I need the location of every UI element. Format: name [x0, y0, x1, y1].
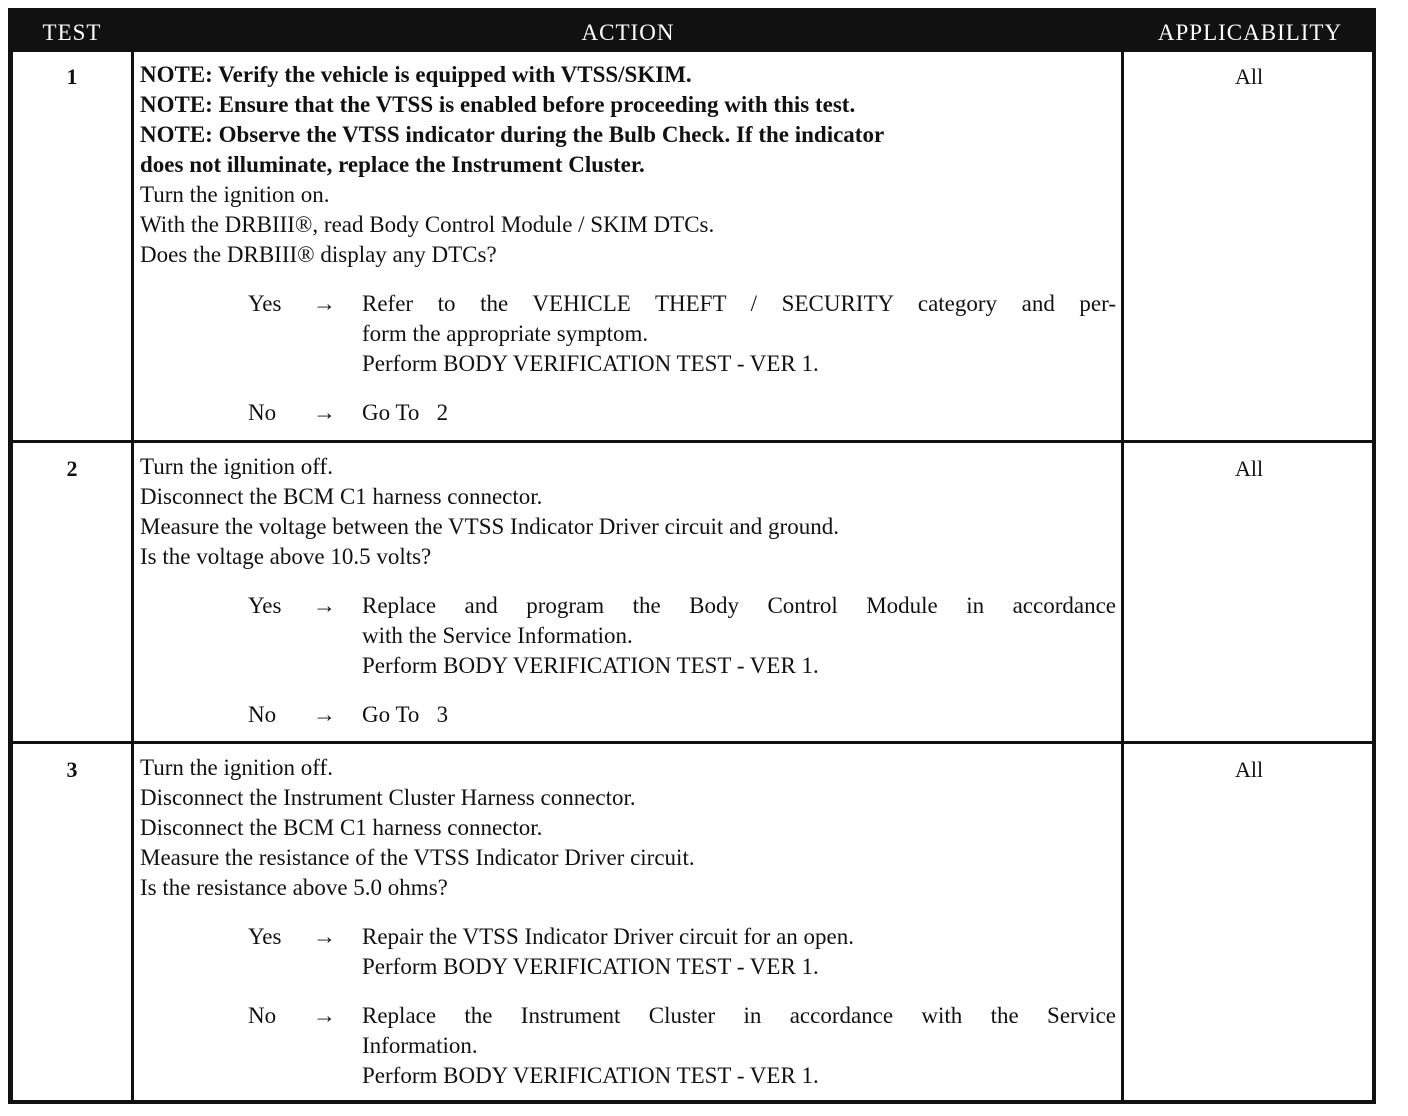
step-line: With the DRBIII®, read Body Control Module / SKIM DTCs.: [140, 212, 715, 237]
header-action: ACTION: [581, 20, 675, 45]
response-line: Go To 2: [362, 400, 449, 425]
step-line: Turn the ignition off.: [140, 454, 333, 479]
column-divider: [131, 52, 134, 1100]
step-line: Is the voltage above 10.5 volts?: [140, 544, 432, 569]
test-number: 3: [66, 757, 78, 782]
response-line: Perform BODY VERIFICATION TEST - VER 1.: [362, 1063, 819, 1088]
table-header: [13, 12, 1372, 52]
applicability-value: All: [1234, 456, 1264, 481]
yes-label: Yes: [248, 593, 282, 618]
response-line: Replace the Instrument Cluster in accordance with the Service: [362, 1003, 1116, 1028]
response-line: Information.: [362, 1033, 478, 1058]
column-divider: [1121, 52, 1124, 1100]
step-line: Turn the ignition off.: [140, 755, 333, 780]
step-line: Turn the ignition on.: [140, 182, 330, 207]
response-line: form the appropriate symptom.: [362, 321, 649, 346]
response-line: Perform BODY VERIFICATION TEST - VER 1.: [362, 351, 819, 376]
no-response: [140, 398, 1116, 428]
applicability-value: All: [1234, 757, 1264, 782]
note-line: NOTE: Verify the vehicle is equipped with VTSS/SKIM.: [140, 62, 692, 87]
response-line: with the Service Information.: [362, 623, 633, 648]
no-label: No: [248, 400, 277, 425]
note-line: NOTE: Ensure that the VTSS is enabled before proceeding with this test.: [140, 92, 856, 117]
diagnostic-table: [8, 8, 1376, 1104]
step-line: Disconnect the BCM C1 harness connector.: [140, 815, 543, 840]
yes-response: [140, 591, 1116, 681]
header-applicability: APPLICABILITY: [1157, 20, 1343, 45]
yes-label: Yes: [248, 924, 282, 949]
test-number: 2: [66, 456, 78, 481]
response-line: Repair the VTSS Indicator Driver circuit for an open.: [362, 924, 855, 949]
arrow-icon: →: [313, 400, 336, 425]
row-divider: [13, 440, 1372, 443]
note-line: NOTE: Observe the VTSS indicator during the Bulb Check. If the indicator: [140, 122, 885, 147]
response-line: Refer to the VEHICLE THEFT / SECURITY category and per-: [362, 291, 1116, 316]
step-line: Measure the resistance of the VTSS Indicator Driver circuit.: [140, 845, 695, 870]
arrow-icon: →: [313, 702, 336, 727]
no-response: [140, 700, 1116, 730]
no-response: [140, 1001, 1116, 1091]
yes-response: [140, 922, 1116, 982]
response-line: Perform BODY VERIFICATION TEST - VER 1.: [362, 653, 819, 678]
arrow-icon: →: [313, 924, 336, 949]
response-line: Perform BODY VERIFICATION TEST - VER 1.: [362, 954, 819, 979]
arrow-icon: →: [313, 593, 336, 618]
yes-response: [140, 289, 1116, 379]
step-line: Is the resistance above 5.0 ohms?: [140, 875, 448, 900]
no-label: No: [248, 702, 277, 727]
response-line: Go To 3: [362, 702, 449, 727]
test-number: 1: [66, 64, 78, 89]
applicability-value: All: [1234, 64, 1264, 89]
test-2-action: [140, 452, 1116, 730]
step-line: Disconnect the BCM C1 harness connector.: [140, 484, 543, 509]
step-line: Does the DRBIII® display any DTCs?: [140, 242, 497, 267]
step-line: Measure the voltage between the VTSS Indicator Driver circuit and ground.: [140, 514, 839, 539]
header-test: TEST: [42, 20, 102, 45]
arrow-icon: →: [313, 1003, 336, 1028]
response-line: Replace and program the Body Control Module in accordance: [362, 593, 1116, 618]
yes-label: Yes: [248, 291, 282, 316]
row-divider: [13, 741, 1372, 744]
no-label: No: [248, 1003, 277, 1028]
arrow-icon: →: [313, 291, 336, 316]
step-line: Disconnect the Instrument Cluster Harness connector.: [140, 785, 636, 810]
note-line: does not illuminate, replace the Instrument Cluster.: [140, 152, 645, 177]
test-3-action: [140, 753, 1116, 1091]
test-1-action: [140, 60, 1116, 428]
